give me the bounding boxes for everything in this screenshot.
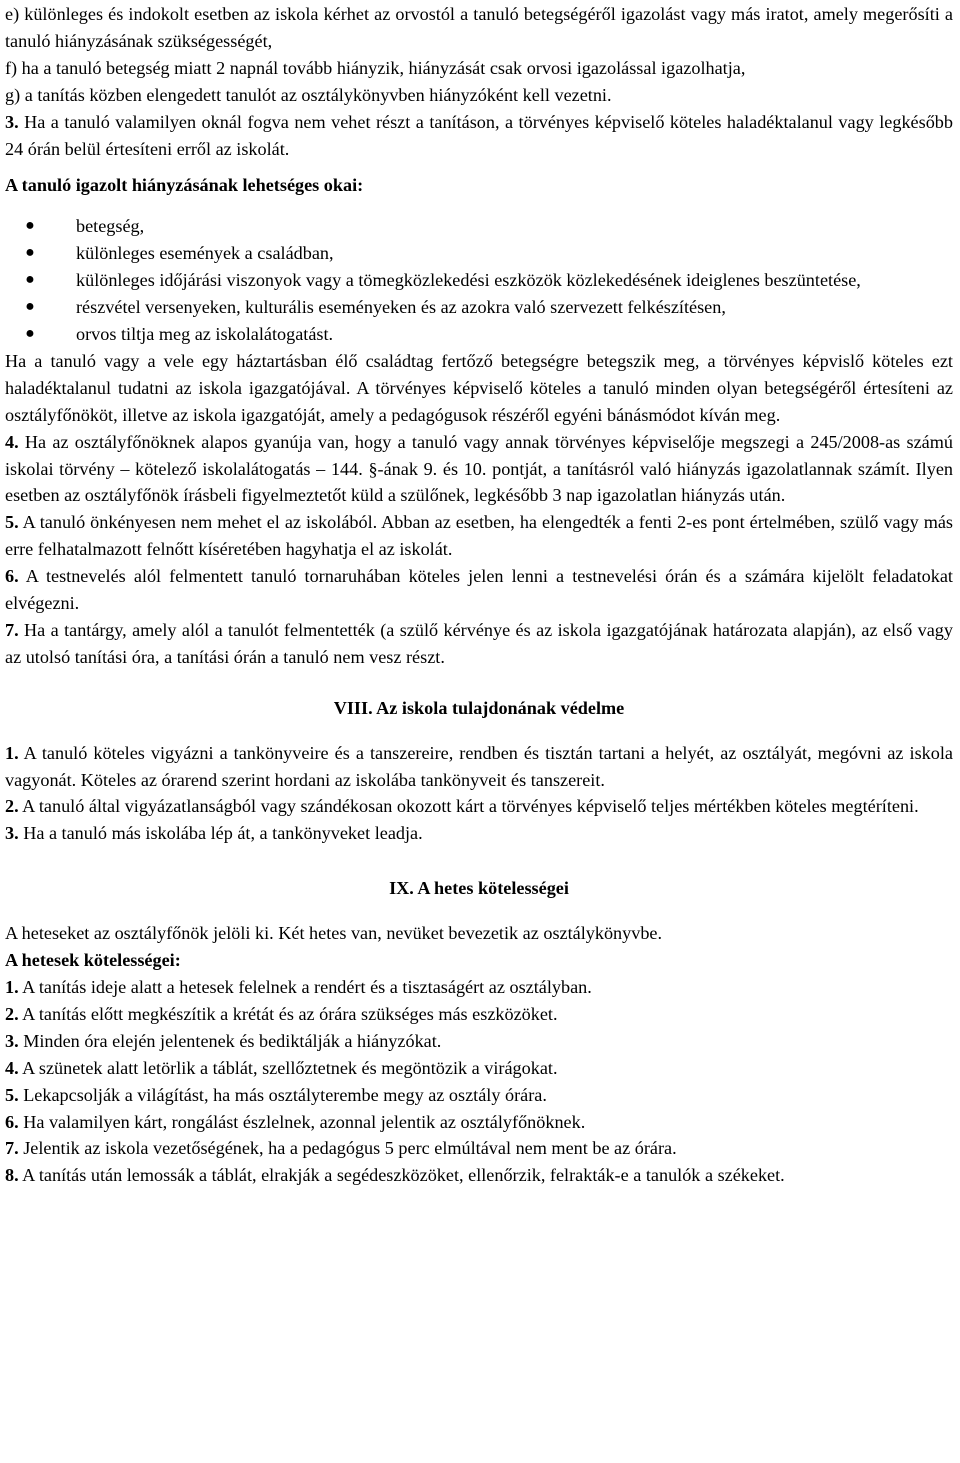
point-4: 4. Ha az osztályfőnöknek alapos gyanúja van, hogy a tanuló vagy annak törvényes képviselője megszegi a 245/2008-as számú iskolai törvény – kötelező iskolalátogatás – 144. §-ának 9. és 10. pontját, a tanításról való hiányzás igazolatlannak számít. Ilyen esetben az osztályfőnök írásbeli figyelmeztetőt küld a szülőnek, legkésőbb 3 nap igazolatlan hiányzás után. <box>5 431 953 506</box>
section-8-point-2: 2. A tanuló által vigyázatlanságból vagy szándékosan okozott kárt a törvényes képviselő teljes mértékben köteles megtéríteni. <box>5 796 919 817</box>
point-3 <box>5 109 953 163</box>
point-6: 6. A testnevelés alól felmentett tanuló tornaruhában köteles jelen lenni a testnevelési órán és a számára kijelölt feladatokat elvégezni. <box>5 566 953 614</box>
list-item: ● orvos tiltja meg az iskolalátogatást. <box>5 321 953 348</box>
duty-7: 7. Jelentik az iskola vezetőségének, ha a pedagógus 5 perc elmúltával nem ment be az órára. <box>5 1138 677 1159</box>
point-7: 7. Ha a tantárgy, amely alól a tanulót felmentették (a szülő kérvénye és az iskola igazgatójának határozata alapján), az első vagy az utolsó tanítási óra, a tanítási órán a tanuló nem vesz részt. <box>5 619 953 667</box>
list-item: ● részvétel versenyeken, kulturális eseményeken és az azokra való szervezett felkészítésen, <box>5 294 953 321</box>
section-8-title: VIII. Az iskola tulajdonának védelme <box>333 697 625 718</box>
point-3-number: 3. <box>5 111 19 132</box>
duty-4: 4. A szünetek alatt letörlik a táblát, szellőztetnek és megöntözik a virágokat. <box>5 1057 558 1078</box>
point-5: 5. A tanuló önkényesen nem mehet el az iskolából. Abban az esetben, ha elengedték a fenti 2-es pont értelmében, szülő vagy más erre felhatalmazott felnőtt kíséretében hagyhatja el az iskolát. <box>5 512 953 560</box>
duty-2: 2. A tanítás előtt megkészítik a krétát és az órára szükséges más eszközöket. <box>5 1003 558 1024</box>
list-item: ● különleges időjárási viszonyok vagy a tömegközlekedési eszközök közlekedésének ideiglenes beszüntetése, <box>5 267 953 294</box>
bullet-icon: ● <box>25 324 35 342</box>
list-item: ● különleges események a családban, <box>5 240 953 267</box>
duty-3: 3. Minden óra elején jelentenek és bediktálják a hiányzókat. <box>5 1030 442 1051</box>
duty-6: 6. Ha valamilyen kárt, rongálást észlelnek, azonnal jelentik az osztályfőnöknek. <box>5 1111 586 1132</box>
section-9-title: IX. A hetes kötelességei <box>389 878 569 899</box>
section-9-intro: A heteseket az osztályfőnök jelöli ki. Két hetes van, nevüket bevezetik az osztálykönyvbe. <box>5 923 663 944</box>
point-3-text: Ha a tanuló valamilyen oknál fogva nem vehet részt a tanításon, a törvényes képviselő köteles haladéktalanul vagy legkésőbb 24 órán belül értesíteni erről az iskolát. <box>5 111 953 159</box>
intro-item-e: e) különleges és indokolt esetben az iskola kérhet az orvostól a tanuló betegségéről igazolást vagy más iratot, amely megerősíti a tanuló hiányzásának szükségességét, <box>5 4 953 51</box>
duty-8: 8. A tanítás után lemossák a táblát, elrakják a segédeszközöket, ellenőrzik, felrakták-e a tanulók a székeket. <box>5 1165 785 1186</box>
bullet-icon: ● <box>25 244 35 262</box>
duties-heading: A hetesek kötelességei: <box>5 950 181 971</box>
list-item: ● betegség, <box>5 213 953 240</box>
contagious-paragraph: Ha a tanuló vagy a vele egy háztartásban élő családtag fertőző betegségre betegszik meg, a törvényes képvislő köteles ezt haladéktalanul tudatni az iskola igazgatójával. A törvényes képviselő köteles a tanuló minden olyan betegségéről értesíteni az osztályfőnököt, illetve az iskola igazgatóját, amely a pedagógusok részéről egyéni bánásmódot kíván meg. <box>5 350 953 425</box>
reasons-list <box>5 213 953 348</box>
section-8-point-1: 1. A tanuló köteles vigyázni a tankönyveire és a tanszereire, rendben és tisztán tartani a helyét, az osztályát, megóvni az iskola vagyonát. Köteles az órarend szerint hordani az iskolába tankönyveit és tanszereit. <box>5 742 953 790</box>
intro-item-g: g) a tanítás közben elengedett tanulót az osztálykönyvben hiányzóként kell vezetni. <box>5 84 612 105</box>
reasons-heading: A tanuló igazolt hiányzásának lehetséges okai: <box>5 175 364 196</box>
section-8-point-3: 3. Ha a tanuló más iskolába lép át, a tankönyveket leadja. <box>5 823 423 844</box>
bullet-icon: ● <box>25 271 35 289</box>
bullet-icon: ● <box>25 298 35 316</box>
duty-5: 5. Lekapcsolják a világítást, ha más osztályterembe megy az osztály órára. <box>5 1084 547 1105</box>
bullet-icon: ● <box>25 217 35 235</box>
intro-item-f: f) ha a tanuló betegség miatt 2 napnál tovább hiányzik, hiányzását csak orvosi igazolással igazolhatja, <box>5 57 746 78</box>
duty-1: 1. A tanítás ideje alatt a hetesek felelnek a rendért és a tisztaságért az osztályban. <box>5 977 592 997</box>
